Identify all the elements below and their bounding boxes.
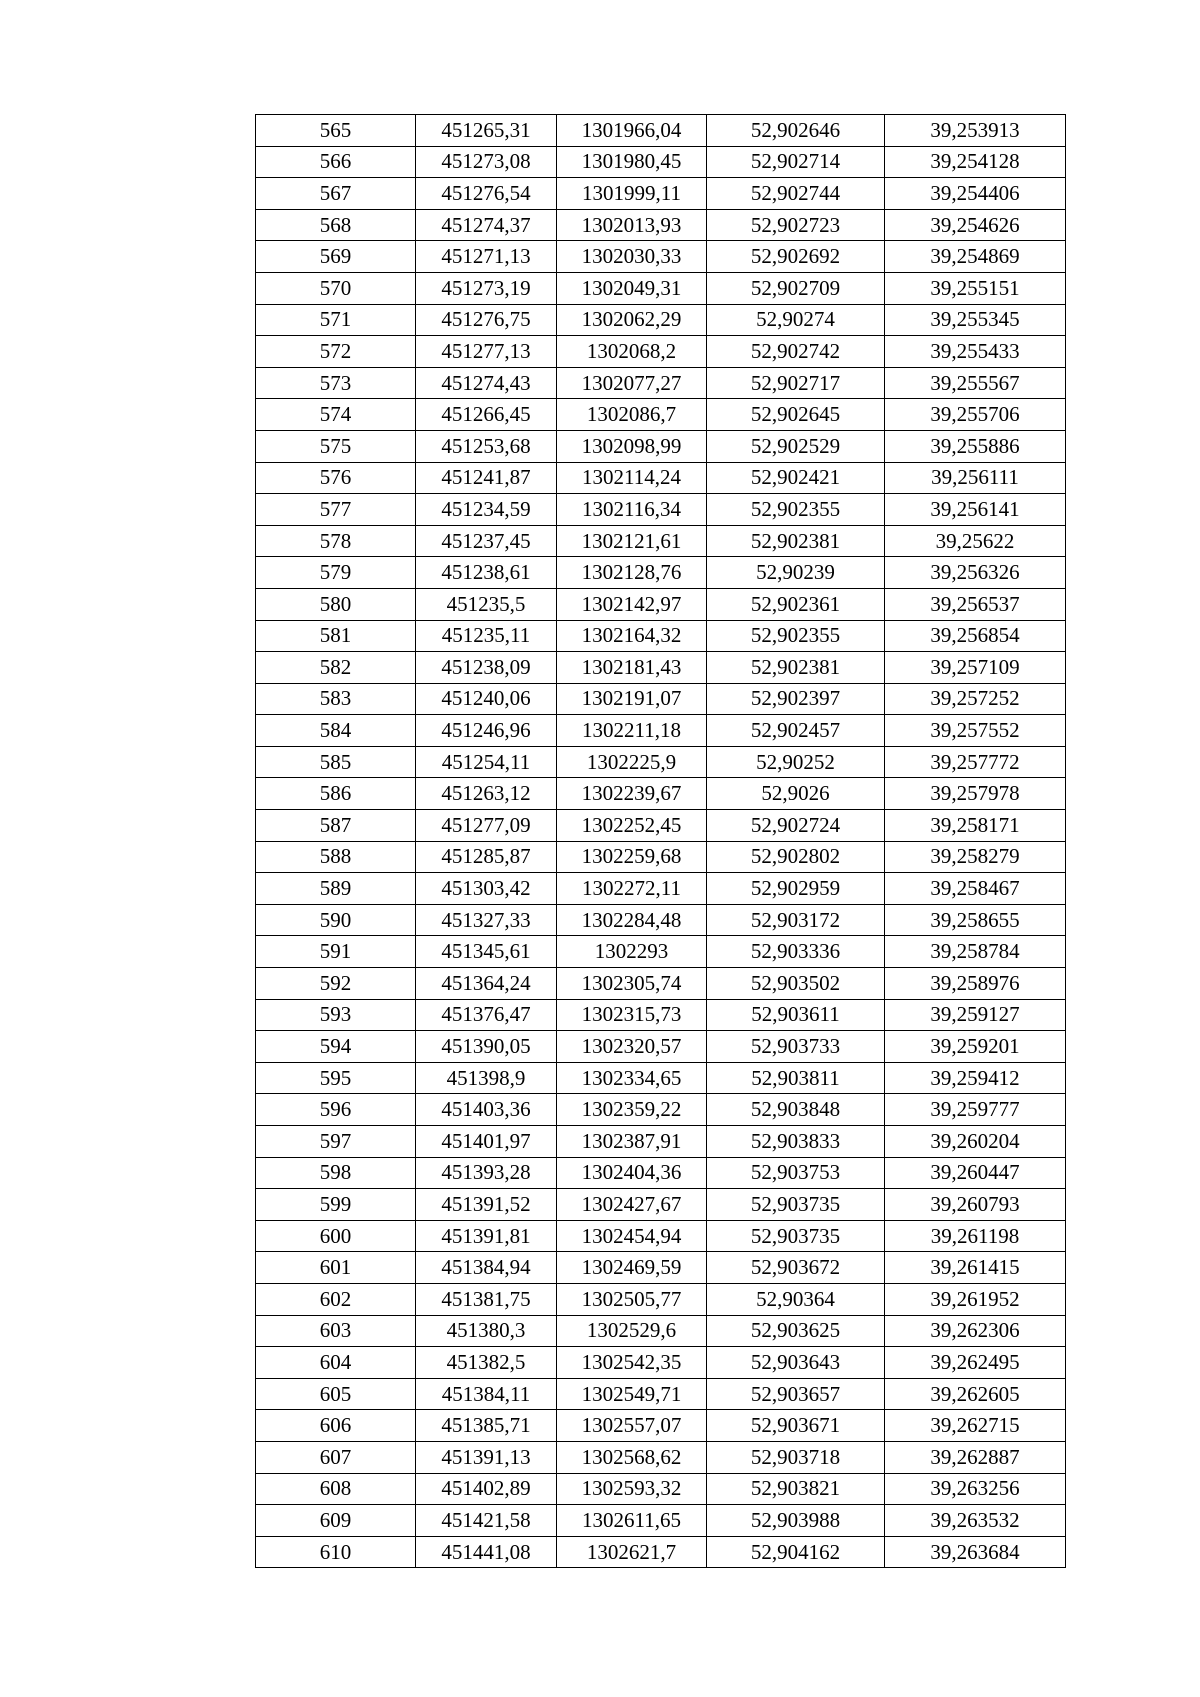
table-row <box>256 494 1066 526</box>
longitude-cell: 39,257552 <box>885 715 1066 747</box>
latitude-cell: 52,903811 <box>707 1062 885 1094</box>
table-row <box>256 778 1066 810</box>
longitude-cell: 39,262715 <box>885 1410 1066 1442</box>
point-number-cell: 592 <box>256 968 416 1000</box>
x-coordinate-cell: 451345,61 <box>416 936 557 968</box>
table-row <box>256 209 1066 241</box>
coordinates-table-body <box>256 115 1066 1568</box>
x-coordinate-cell: 451376,47 <box>416 999 557 1031</box>
latitude-cell: 52,903848 <box>707 1094 885 1126</box>
table-row <box>256 841 1066 873</box>
latitude-cell: 52,902742 <box>707 336 885 368</box>
longitude-cell: 39,254869 <box>885 241 1066 273</box>
longitude-cell: 39,260793 <box>885 1189 1066 1221</box>
point-number-cell: 584 <box>256 715 416 747</box>
point-number-cell: 587 <box>256 810 416 842</box>
latitude-cell: 52,903172 <box>707 904 885 936</box>
y-coordinate-cell: 1302086,7 <box>557 399 707 431</box>
point-number-cell: 605 <box>256 1378 416 1410</box>
table-row <box>256 1283 1066 1315</box>
x-coordinate-cell: 451237,45 <box>416 525 557 557</box>
table-row <box>256 525 1066 557</box>
x-coordinate-cell: 451393,28 <box>416 1157 557 1189</box>
longitude-cell: 39,258171 <box>885 810 1066 842</box>
table-row <box>256 1252 1066 1284</box>
latitude-cell: 52,902397 <box>707 683 885 715</box>
latitude-cell: 52,9026 <box>707 778 885 810</box>
longitude-cell: 39,261952 <box>885 1283 1066 1315</box>
latitude-cell: 52,903821 <box>707 1473 885 1505</box>
table-row <box>256 1473 1066 1505</box>
table-row <box>256 810 1066 842</box>
table-row <box>256 1315 1066 1347</box>
x-coordinate-cell: 451398,9 <box>416 1062 557 1094</box>
longitude-cell: 39,260447 <box>885 1157 1066 1189</box>
longitude-cell: 39,258655 <box>885 904 1066 936</box>
point-number-cell: 569 <box>256 241 416 273</box>
point-number-cell: 574 <box>256 399 416 431</box>
point-number-cell: 579 <box>256 557 416 589</box>
point-number-cell: 566 <box>256 146 416 178</box>
point-number-cell: 606 <box>256 1410 416 1442</box>
y-coordinate-cell: 1302114,24 <box>557 462 707 494</box>
x-coordinate-cell: 451391,81 <box>416 1220 557 1252</box>
x-coordinate-cell: 451235,5 <box>416 588 557 620</box>
table-row <box>256 873 1066 905</box>
longitude-cell: 39,262887 <box>885 1441 1066 1473</box>
longitude-cell: 39,261198 <box>885 1220 1066 1252</box>
longitude-cell: 39,253913 <box>885 115 1066 147</box>
x-coordinate-cell: 451276,75 <box>416 304 557 336</box>
point-number-cell: 567 <box>256 178 416 210</box>
longitude-cell: 39,254626 <box>885 209 1066 241</box>
latitude-cell: 52,902692 <box>707 241 885 273</box>
y-coordinate-cell: 1302068,2 <box>557 336 707 368</box>
latitude-cell: 52,902361 <box>707 588 885 620</box>
y-coordinate-cell: 1302549,71 <box>557 1378 707 1410</box>
point-number-cell: 575 <box>256 430 416 462</box>
point-number-cell: 609 <box>256 1505 416 1537</box>
x-coordinate-cell: 451238,61 <box>416 557 557 589</box>
x-coordinate-cell: 451403,36 <box>416 1094 557 1126</box>
table-row <box>256 904 1066 936</box>
longitude-cell: 39,258467 <box>885 873 1066 905</box>
latitude-cell: 52,903657 <box>707 1378 885 1410</box>
latitude-cell: 52,903611 <box>707 999 885 1031</box>
x-coordinate-cell: 451238,09 <box>416 652 557 684</box>
point-number-cell: 572 <box>256 336 416 368</box>
table-row <box>256 178 1066 210</box>
y-coordinate-cell: 1302191,07 <box>557 683 707 715</box>
point-number-cell: 593 <box>256 999 416 1031</box>
longitude-cell: 39,257772 <box>885 746 1066 778</box>
table-row <box>256 241 1066 273</box>
latitude-cell: 52,90239 <box>707 557 885 589</box>
point-number-cell: 580 <box>256 588 416 620</box>
y-coordinate-cell: 1302142,97 <box>557 588 707 620</box>
longitude-cell: 39,263256 <box>885 1473 1066 1505</box>
y-coordinate-cell: 1301966,04 <box>557 115 707 147</box>
point-number-cell: 603 <box>256 1315 416 1347</box>
y-coordinate-cell: 1302505,77 <box>557 1283 707 1315</box>
latitude-cell: 52,902724 <box>707 810 885 842</box>
longitude-cell: 39,259127 <box>885 999 1066 1031</box>
x-coordinate-cell: 451253,68 <box>416 430 557 462</box>
latitude-cell: 52,90274 <box>707 304 885 336</box>
table-row <box>256 968 1066 1000</box>
y-coordinate-cell: 1302427,67 <box>557 1189 707 1221</box>
longitude-cell: 39,262605 <box>885 1378 1066 1410</box>
longitude-cell: 39,256111 <box>885 462 1066 494</box>
table-row <box>256 557 1066 589</box>
x-coordinate-cell: 451273,08 <box>416 146 557 178</box>
longitude-cell: 39,257109 <box>885 652 1066 684</box>
latitude-cell: 52,902723 <box>707 209 885 241</box>
y-coordinate-cell: 1301980,45 <box>557 146 707 178</box>
y-coordinate-cell: 1302529,6 <box>557 1315 707 1347</box>
y-coordinate-cell: 1302164,32 <box>557 620 707 652</box>
longitude-cell: 39,254128 <box>885 146 1066 178</box>
latitude-cell: 52,904162 <box>707 1536 885 1568</box>
table-row <box>256 1410 1066 1442</box>
table-row <box>256 715 1066 747</box>
y-coordinate-cell: 1302359,22 <box>557 1094 707 1126</box>
y-coordinate-cell: 1302030,33 <box>557 241 707 273</box>
x-coordinate-cell: 451303,42 <box>416 873 557 905</box>
y-coordinate-cell: 1302284,48 <box>557 904 707 936</box>
latitude-cell: 52,902714 <box>707 146 885 178</box>
table-row <box>256 1157 1066 1189</box>
latitude-cell: 52,903672 <box>707 1252 885 1284</box>
x-coordinate-cell: 451391,13 <box>416 1441 557 1473</box>
longitude-cell: 39,256854 <box>885 620 1066 652</box>
longitude-cell: 39,259777 <box>885 1094 1066 1126</box>
longitude-cell: 39,257252 <box>885 683 1066 715</box>
table-row <box>256 1220 1066 1252</box>
x-coordinate-cell: 451327,33 <box>416 904 557 936</box>
table-row <box>256 999 1066 1031</box>
point-number-cell: 581 <box>256 620 416 652</box>
point-number-cell: 610 <box>256 1536 416 1568</box>
y-coordinate-cell: 1302320,57 <box>557 1031 707 1063</box>
x-coordinate-cell: 451263,12 <box>416 778 557 810</box>
point-number-cell: 577 <box>256 494 416 526</box>
latitude-cell: 52,903718 <box>707 1441 885 1473</box>
point-number-cell: 573 <box>256 367 416 399</box>
point-number-cell: 571 <box>256 304 416 336</box>
table-row <box>256 746 1066 778</box>
latitude-cell: 52,902802 <box>707 841 885 873</box>
x-coordinate-cell: 451391,52 <box>416 1189 557 1221</box>
y-coordinate-cell: 1302239,67 <box>557 778 707 810</box>
longitude-cell: 39,254406 <box>885 178 1066 210</box>
table-row <box>256 683 1066 715</box>
x-coordinate-cell: 451390,05 <box>416 1031 557 1063</box>
latitude-cell: 52,902646 <box>707 115 885 147</box>
table-row <box>256 1378 1066 1410</box>
longitude-cell: 39,263532 <box>885 1505 1066 1537</box>
longitude-cell: 39,262495 <box>885 1347 1066 1379</box>
table-row <box>256 115 1066 147</box>
x-coordinate-cell: 451254,11 <box>416 746 557 778</box>
point-number-cell: 597 <box>256 1126 416 1158</box>
y-coordinate-cell: 1302568,62 <box>557 1441 707 1473</box>
table-row <box>256 1536 1066 1568</box>
point-number-cell: 586 <box>256 778 416 810</box>
y-coordinate-cell: 1302293 <box>557 936 707 968</box>
longitude-cell: 39,259201 <box>885 1031 1066 1063</box>
latitude-cell: 52,902959 <box>707 873 885 905</box>
latitude-cell: 52,902381 <box>707 652 885 684</box>
table-row <box>256 336 1066 368</box>
latitude-cell: 52,903753 <box>707 1157 885 1189</box>
latitude-cell: 52,90252 <box>707 746 885 778</box>
x-coordinate-cell: 451274,43 <box>416 367 557 399</box>
latitude-cell: 52,902709 <box>707 272 885 304</box>
x-coordinate-cell: 451421,58 <box>416 1505 557 1537</box>
longitude-cell: 39,259412 <box>885 1062 1066 1094</box>
longitude-cell: 39,257978 <box>885 778 1066 810</box>
y-coordinate-cell: 1302334,65 <box>557 1062 707 1094</box>
y-coordinate-cell: 1302121,61 <box>557 525 707 557</box>
latitude-cell: 52,902529 <box>707 430 885 462</box>
point-number-cell: 585 <box>256 746 416 778</box>
y-coordinate-cell: 1302404,36 <box>557 1157 707 1189</box>
latitude-cell: 52,902421 <box>707 462 885 494</box>
longitude-cell: 39,255151 <box>885 272 1066 304</box>
x-coordinate-cell: 451402,89 <box>416 1473 557 1505</box>
x-coordinate-cell: 451384,11 <box>416 1378 557 1410</box>
point-number-cell: 607 <box>256 1441 416 1473</box>
y-coordinate-cell: 1302116,34 <box>557 494 707 526</box>
latitude-cell: 52,903643 <box>707 1347 885 1379</box>
point-number-cell: 578 <box>256 525 416 557</box>
latitude-cell: 52,903336 <box>707 936 885 968</box>
point-number-cell: 602 <box>256 1283 416 1315</box>
latitude-cell: 52,90364 <box>707 1283 885 1315</box>
latitude-cell: 52,902457 <box>707 715 885 747</box>
y-coordinate-cell: 1302542,35 <box>557 1347 707 1379</box>
y-coordinate-cell: 1302557,07 <box>557 1410 707 1442</box>
latitude-cell: 52,903735 <box>707 1220 885 1252</box>
table-row <box>256 1031 1066 1063</box>
point-number-cell: 604 <box>256 1347 416 1379</box>
y-coordinate-cell: 1302387,91 <box>557 1126 707 1158</box>
y-coordinate-cell: 1302469,59 <box>557 1252 707 1284</box>
table-row <box>256 1441 1066 1473</box>
y-coordinate-cell: 1302611,65 <box>557 1505 707 1537</box>
point-number-cell: 583 <box>256 683 416 715</box>
x-coordinate-cell: 451381,75 <box>416 1283 557 1315</box>
x-coordinate-cell: 451241,87 <box>416 462 557 494</box>
point-number-cell: 594 <box>256 1031 416 1063</box>
y-coordinate-cell: 1302593,32 <box>557 1473 707 1505</box>
table-row <box>256 588 1066 620</box>
y-coordinate-cell: 1302049,31 <box>557 272 707 304</box>
y-coordinate-cell: 1302272,11 <box>557 873 707 905</box>
latitude-cell: 52,902744 <box>707 178 885 210</box>
x-coordinate-cell: 451265,31 <box>416 115 557 147</box>
y-coordinate-cell: 1302211,18 <box>557 715 707 747</box>
longitude-cell: 39,261415 <box>885 1252 1066 1284</box>
longitude-cell: 39,255706 <box>885 399 1066 431</box>
latitude-cell: 52,902355 <box>707 494 885 526</box>
x-coordinate-cell: 451276,54 <box>416 178 557 210</box>
x-coordinate-cell: 451385,71 <box>416 1410 557 1442</box>
y-coordinate-cell: 1302305,74 <box>557 968 707 1000</box>
latitude-cell: 52,902381 <box>707 525 885 557</box>
point-number-cell: 570 <box>256 272 416 304</box>
latitude-cell: 52,903735 <box>707 1189 885 1221</box>
table-row <box>256 462 1066 494</box>
table-row <box>256 272 1066 304</box>
longitude-cell: 39,260204 <box>885 1126 1066 1158</box>
table-row <box>256 367 1066 399</box>
x-coordinate-cell: 451384,94 <box>416 1252 557 1284</box>
point-number-cell: 590 <box>256 904 416 936</box>
x-coordinate-cell: 451266,45 <box>416 399 557 431</box>
longitude-cell: 39,255567 <box>885 367 1066 399</box>
point-number-cell: 576 <box>256 462 416 494</box>
x-coordinate-cell: 451401,97 <box>416 1126 557 1158</box>
coordinates-table <box>255 114 1066 1568</box>
y-coordinate-cell: 1302098,99 <box>557 430 707 462</box>
longitude-cell: 39,256537 <box>885 588 1066 620</box>
point-number-cell: 568 <box>256 209 416 241</box>
latitude-cell: 52,903625 <box>707 1315 885 1347</box>
table-row <box>256 1505 1066 1537</box>
latitude-cell: 52,902355 <box>707 620 885 652</box>
longitude-cell: 39,258279 <box>885 841 1066 873</box>
x-coordinate-cell: 451235,11 <box>416 620 557 652</box>
point-number-cell: 565 <box>256 115 416 147</box>
y-coordinate-cell: 1302013,93 <box>557 209 707 241</box>
table-row <box>256 430 1066 462</box>
point-number-cell: 608 <box>256 1473 416 1505</box>
point-number-cell: 600 <box>256 1220 416 1252</box>
y-coordinate-cell: 1302181,43 <box>557 652 707 684</box>
table-row <box>256 399 1066 431</box>
longitude-cell: 39,258784 <box>885 936 1066 968</box>
x-coordinate-cell: 451234,59 <box>416 494 557 526</box>
latitude-cell: 52,903671 <box>707 1410 885 1442</box>
table-row <box>256 936 1066 968</box>
latitude-cell: 52,903988 <box>707 1505 885 1537</box>
point-number-cell: 599 <box>256 1189 416 1221</box>
x-coordinate-cell: 451240,06 <box>416 683 557 715</box>
latitude-cell: 52,903502 <box>707 968 885 1000</box>
y-coordinate-cell: 1302454,94 <box>557 1220 707 1252</box>
x-coordinate-cell: 451273,19 <box>416 272 557 304</box>
longitude-cell: 39,255345 <box>885 304 1066 336</box>
point-number-cell: 588 <box>256 841 416 873</box>
y-coordinate-cell: 1302062,29 <box>557 304 707 336</box>
latitude-cell: 52,903733 <box>707 1031 885 1063</box>
x-coordinate-cell: 451277,09 <box>416 810 557 842</box>
x-coordinate-cell: 451274,37 <box>416 209 557 241</box>
latitude-cell: 52,902717 <box>707 367 885 399</box>
point-number-cell: 595 <box>256 1062 416 1094</box>
x-coordinate-cell: 451277,13 <box>416 336 557 368</box>
longitude-cell: 39,256141 <box>885 494 1066 526</box>
point-number-cell: 589 <box>256 873 416 905</box>
x-coordinate-cell: 451380,3 <box>416 1315 557 1347</box>
longitude-cell: 39,262306 <box>885 1315 1066 1347</box>
x-coordinate-cell: 451364,24 <box>416 968 557 1000</box>
y-coordinate-cell: 1301999,11 <box>557 178 707 210</box>
x-coordinate-cell: 451441,08 <box>416 1536 557 1568</box>
table-row <box>256 1126 1066 1158</box>
longitude-cell: 39,255886 <box>885 430 1066 462</box>
y-coordinate-cell: 1302259,68 <box>557 841 707 873</box>
y-coordinate-cell: 1302225,9 <box>557 746 707 778</box>
x-coordinate-cell: 451382,5 <box>416 1347 557 1379</box>
point-number-cell: 601 <box>256 1252 416 1284</box>
table-row <box>256 304 1066 336</box>
table-row <box>256 1094 1066 1126</box>
longitude-cell: 39,25622 <box>885 525 1066 557</box>
x-coordinate-cell: 451246,96 <box>416 715 557 747</box>
table-row <box>256 146 1066 178</box>
table-row <box>256 652 1066 684</box>
longitude-cell: 39,258976 <box>885 968 1066 1000</box>
point-number-cell: 582 <box>256 652 416 684</box>
point-number-cell: 598 <box>256 1157 416 1189</box>
x-coordinate-cell: 451285,87 <box>416 841 557 873</box>
x-coordinate-cell: 451271,13 <box>416 241 557 273</box>
table-row <box>256 620 1066 652</box>
longitude-cell: 39,263684 <box>885 1536 1066 1568</box>
y-coordinate-cell: 1302077,27 <box>557 367 707 399</box>
longitude-cell: 39,256326 <box>885 557 1066 589</box>
latitude-cell: 52,903833 <box>707 1126 885 1158</box>
y-coordinate-cell: 1302315,73 <box>557 999 707 1031</box>
point-number-cell: 591 <box>256 936 416 968</box>
longitude-cell: 39,255433 <box>885 336 1066 368</box>
y-coordinate-cell: 1302128,76 <box>557 557 707 589</box>
table-row <box>256 1189 1066 1221</box>
point-number-cell: 596 <box>256 1094 416 1126</box>
table-row <box>256 1347 1066 1379</box>
table-row <box>256 1062 1066 1094</box>
latitude-cell: 52,902645 <box>707 399 885 431</box>
y-coordinate-cell: 1302621,7 <box>557 1536 707 1568</box>
y-coordinate-cell: 1302252,45 <box>557 810 707 842</box>
